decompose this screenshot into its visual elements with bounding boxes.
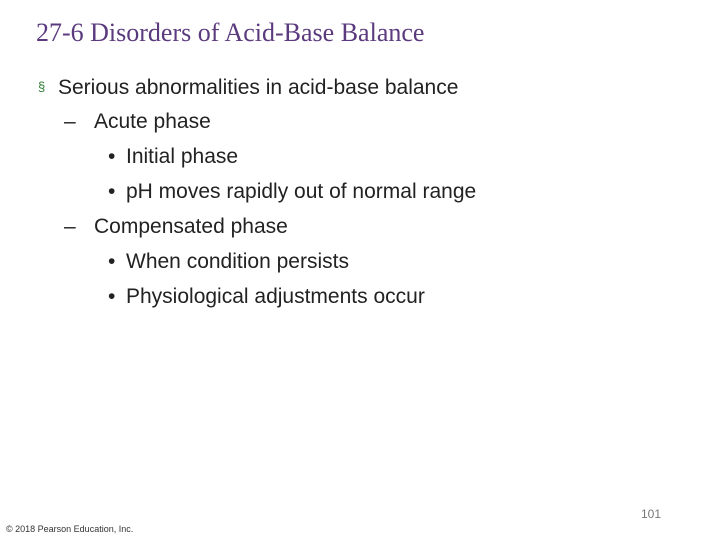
bullet-item [64,110,211,134]
bullet-text: pH moves rapidly out of normal range [126,180,477,203]
dot-marker: • [108,180,116,203]
bullet-item [108,180,476,204]
bullet-text: Serious abnormalities in acid-base balance [58,76,459,99]
dot-marker: • [108,145,116,168]
bullet-item [64,215,288,239]
copyright-notice: © 2018 Pearson Education, Inc. [6,524,134,534]
bullet-item [108,250,349,274]
dot-marker: • [108,250,116,273]
bullet-text: Initial phase [126,145,239,168]
bullet-marker: § [38,79,46,94]
bullet-item [38,75,458,100]
page-number: 101 [641,507,662,521]
bullet-text: Acute phase [94,110,211,133]
dash-marker: – [64,215,76,238]
slide-title: 27-6 Disorders of Acid-Base Balance [36,18,425,47]
dot-marker: • [108,285,116,308]
bullet-text: Compensated phase [94,215,288,238]
bullet-text: When condition persists [126,250,349,273]
bullet-item [108,285,425,309]
bullet-text: Physiological adjustments occur [126,285,425,308]
bullet-item [108,145,238,169]
dash-marker: – [64,110,76,133]
